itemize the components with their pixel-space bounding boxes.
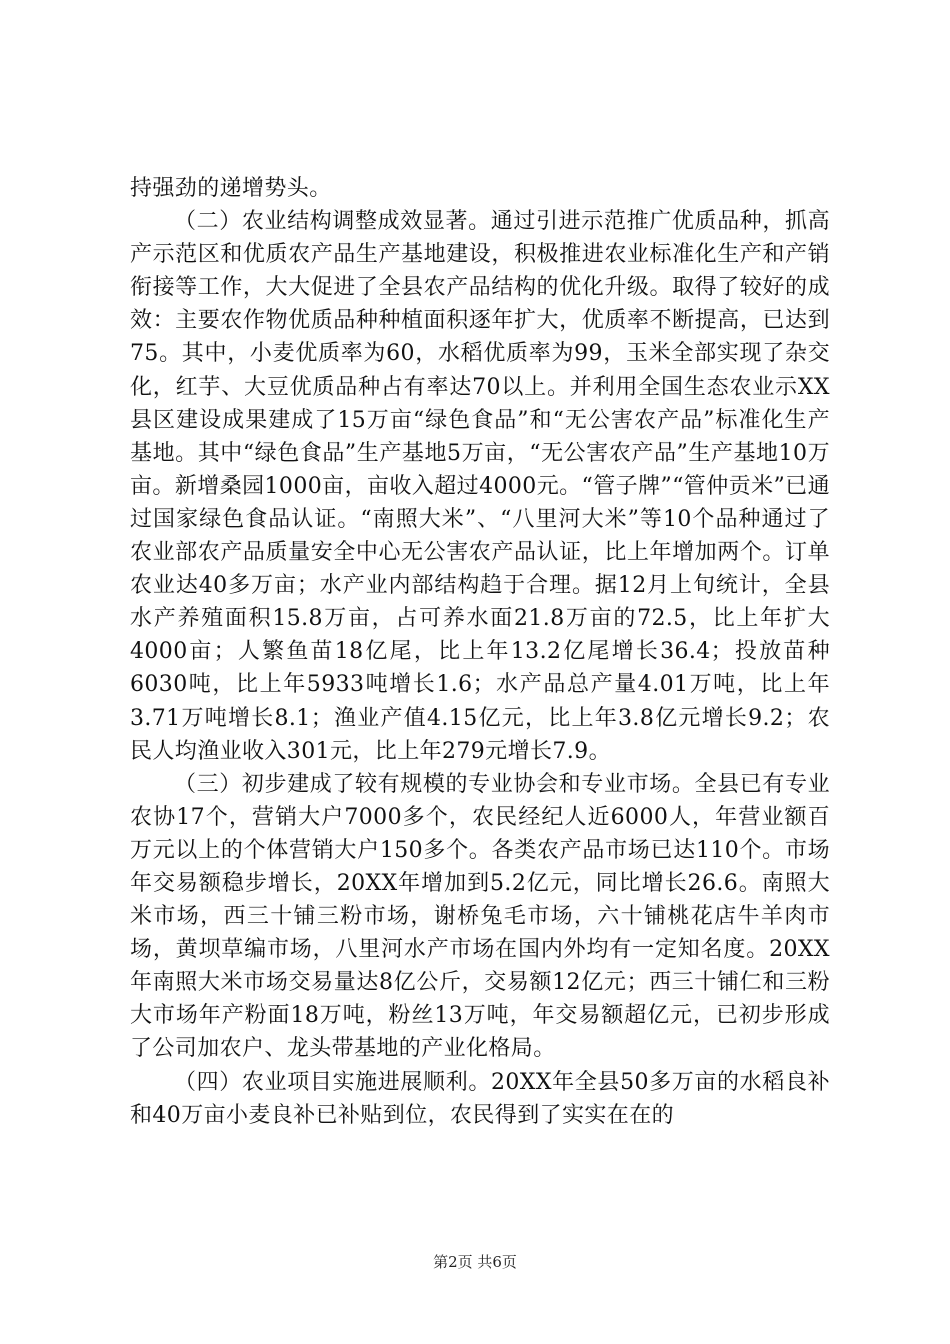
- paragraph-continuation: 持强劲的递增势头。: [130, 176, 332, 201]
- paragraph-agriculture-projects: （四）农业项目实施进展顺利。20XX年全县50多万亩的水稻良补和40万亩小麦良补已补贴到位，农民得到了实实在在的: [130, 1069, 830, 1128]
- document-body: [130, 172, 830, 1132]
- paragraph-associations-markets: （三）初步建成了较有规模的专业协会和专业市场。全县已有专业农协17个，营销大户7000多个，农民经纪人近6000人，年营业额百万元以上的个体营销大户150多个。各类农产品市场已达110个。市场年交易额稳步增长，20XX年增加到5.2亿元，同比增长26.6。南照大米市场，西三十铺三粉市场，谢桥兔毛市场，六十铺桃花店牛羊肉市场，黄坝草编市场，八里河水产市场在国内外均有一定知名度。20XX年南照大米市场交易量达8亿公斤，交易额12亿元；西三十铺仁和三粉大市场年产粉面18万吨，粉丝13万吨，年交易额超亿元，已初步形成了公司加农户、龙头带基地的产业化格局。: [130, 771, 830, 1062]
- paragraph-agriculture-structure: （二）农业结构调整成效显著。通过引进示范推广优质品种，抓高产示范区和优质农产品生产基地建设，积极推进农业标准化生产和产销衔接等工作，大大促进了全县农产品结构的优化升级。取得了较好的成效：主要农作物优质品种种植面积逐年扩大，优质率不断提高，已达到75。其中，小麦优质率为60，水稻优质率为99，玉米全部实现了杂交化，红芋、大豆优质品种占有率达70以上。并利用全国生态农业示XX县区建设成果建成了15万亩“绿色食品”和“无公害农产品”标准化生产基地。其中“绿色食品”生产基地5万亩，“无公害农产品”生产基地10万亩。新增桑园1000亩，亩收入超过4000元。“管子牌”“管仲贡米”已通过国家绿色食品认证。“南照大米”、“八里河大米”等10个品种通过了农业部农产品质量安全中心无公害农产品认证，比上年增加两个。订单农业达40多万亩；水产业内部结构趋于合理。据12月上旬统计，全县水产养殖面积15.8万亩，占可养水面21.8万亩的72.5，比上年扩大4000亩；人繁鱼苗18亿尾，比上年13.2亿尾增长36.4；投放苗种6030吨，比上年5933吨增长1.6；水产品总产量4.01万吨，比上年3.71万吨增长8.1；渔业产值4.15亿元，比上年3.8亿元增长9.2；农民人均渔业收入301元，比上年279元增长7.9。: [130, 209, 830, 764]
- page-number-footer: 第2页 共6页: [433, 1253, 517, 1271]
